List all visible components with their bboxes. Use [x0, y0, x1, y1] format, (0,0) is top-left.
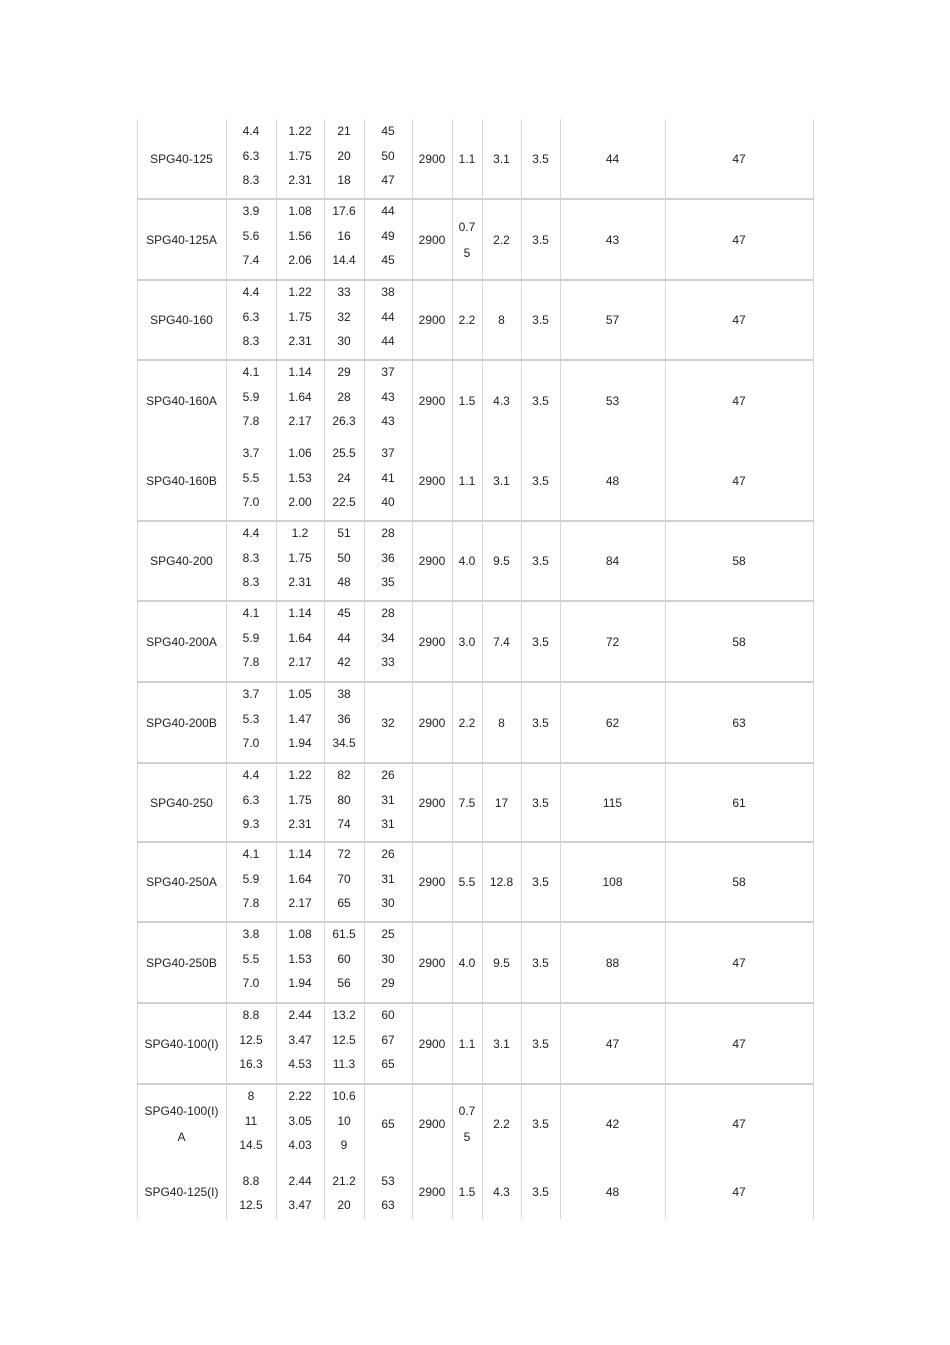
cell-head-m: 32 [337, 310, 351, 324]
cell-flow-ls: 2.06 [288, 253, 312, 267]
cell-model: SPG40-160 [150, 313, 213, 327]
cell-power: 1.1 [458, 152, 476, 166]
cell-flow-ls: 2.31 [288, 334, 312, 348]
cell-speed: 2900 [418, 554, 446, 568]
cell-flow-ls: 1.06 [288, 446, 312, 460]
cell-flow-ls: 2.22 [288, 1089, 312, 1103]
cell-head-m: 82 [337, 768, 351, 782]
cell-flow-m3h: 8.3 [242, 173, 260, 187]
cell-model: SPG40-100(I) [144, 1104, 219, 1118]
column-rule [560, 119, 561, 1219]
cell-flow-m3h: 3.9 [242, 204, 260, 218]
cell-efficiency: 44 [381, 334, 395, 348]
cell-flow-m3h: 4.4 [242, 285, 260, 299]
cell-flow-m3h: 5.9 [242, 390, 260, 404]
cell-flow-m3h: 4.4 [242, 124, 260, 138]
cell-flow-ls: 1.75 [288, 793, 312, 807]
column-rule [137, 119, 138, 1219]
cell-col-12: 47 [732, 313, 746, 327]
cell-model: SPG40-125A [146, 232, 217, 247]
cell-col-11: 88 [605, 955, 620, 970]
cell-head-m: 20 [337, 1198, 351, 1212]
cell-col-10: 3.5 [532, 474, 549, 488]
cell-flow-m3h: 4.1 [242, 606, 260, 620]
cell-efficiency: 67 [381, 1033, 395, 1047]
cell-efficiency: 45 [381, 124, 395, 138]
cell-flow-ls: 1.64 [288, 872, 312, 886]
cell-flow-m3h: 5.3 [242, 712, 260, 726]
cell-head-m: 26.3 [332, 414, 356, 428]
row-separator [137, 279, 813, 281]
column-rule [482, 119, 483, 1219]
cell-flow-ls: 2.17 [288, 414, 312, 428]
cell-flow-m3h: 4.1 [242, 847, 260, 861]
cell-flow-m3h: 16.3 [239, 1057, 263, 1071]
cell-power: 5 [463, 245, 471, 260]
cell-flow-m3h: 14.5 [239, 1138, 263, 1152]
cell-head-m: 9 [340, 1138, 348, 1152]
cell-flow-ls: 1.05 [288, 687, 312, 701]
cell-flow-ls: 2.31 [288, 817, 312, 831]
cell-efficiency: 65 [381, 1057, 395, 1071]
cell-efficiency: 26 [381, 768, 395, 782]
cell-head-m: 34.5 [332, 736, 356, 750]
cell-efficiency: 45 [381, 253, 395, 267]
cell-col-11: 115 [602, 795, 623, 810]
cell-col-10: 3.5 [532, 1117, 549, 1131]
cell-efficiency: 63 [381, 1198, 395, 1212]
cell-flow-ls: 1.53 [288, 952, 312, 966]
cell-efficiency: 43 [381, 390, 395, 404]
cell-flow-m3h: 8.8 [242, 1008, 260, 1022]
cell-flow-ls: 2.44 [288, 1008, 312, 1022]
row-separator [137, 520, 813, 522]
cell-power: 2.2 [458, 715, 476, 730]
cell-flow-m3h: 4.1 [242, 365, 260, 379]
cell-npsh: 2.2 [493, 232, 510, 247]
cell-efficiency: 36 [381, 551, 395, 565]
cell-col-11: 44 [605, 152, 620, 166]
cell-speed: 2900 [418, 393, 446, 408]
cell-flow-ls: 2.31 [288, 173, 312, 187]
cell-col-12: 58 [732, 875, 746, 889]
cell-flow-ls: 1.75 [288, 310, 312, 324]
cell-flow-m3h: 5.6 [242, 229, 260, 243]
cell-flow-ls: 2.00 [288, 495, 312, 509]
cell-flow-m3h: 6.3 [242, 793, 260, 807]
cell-flow-m3h: 12.5 [239, 1033, 263, 1047]
cell-power: 4.0 [458, 955, 476, 970]
cell-col-12: 47 [732, 152, 746, 166]
column-rule [521, 119, 522, 1219]
cell-col-10: 3.5 [532, 634, 549, 649]
cell-power: 1.1 [458, 474, 476, 488]
cell-efficiency: 28 [381, 606, 395, 620]
row-separator [137, 841, 813, 843]
cell-model: SPG40-100(I) [144, 1036, 219, 1051]
cell-efficiency: 37 [381, 365, 395, 379]
cell-npsh: 9.5 [493, 554, 510, 568]
cell-col-11: 42 [605, 1117, 620, 1131]
cell-flow-m3h: 3.7 [242, 687, 260, 701]
cell-flow-ls: 1.22 [288, 124, 312, 138]
cell-flow-m3h: 11 [244, 1114, 258, 1128]
cell-flow-ls: 1.14 [288, 606, 312, 620]
cell-head-m: 72 [337, 847, 351, 861]
cell-efficiency: 25 [381, 927, 395, 941]
column-rule [665, 119, 666, 1219]
cell-flow-ls: 1.56 [288, 229, 312, 243]
cell-head-m: 30 [337, 334, 351, 348]
cell-flow-ls: 1.94 [288, 976, 312, 990]
cell-flow-m3h: 7.0 [242, 976, 260, 990]
cell-speed: 2900 [418, 1184, 446, 1199]
cell-model: SPG40-160A [146, 393, 217, 408]
cell-flow-m3h: 8.8 [242, 1174, 260, 1188]
cell-col-11: 62 [605, 715, 620, 730]
cell-col-12: 58 [732, 634, 746, 649]
cell-col-11: 72 [605, 634, 620, 649]
cell-head-m: 80 [337, 793, 351, 807]
cell-speed: 2900 [418, 715, 446, 730]
cell-speed: 2900 [418, 795, 446, 810]
cell-head-m: 29 [337, 365, 351, 379]
cell-col-10: 3.5 [532, 232, 549, 247]
cell-col-10: 3.5 [532, 1036, 549, 1051]
cell-power: 5.5 [458, 875, 476, 889]
column-rule [412, 119, 413, 1219]
cell-head-m: 16 [337, 229, 351, 243]
cell-flow-m3h: 5.5 [242, 471, 260, 485]
cell-head-m: 33 [337, 285, 351, 299]
column-rule [226, 119, 227, 1219]
cell-head-m: 18 [337, 173, 351, 187]
cell-speed: 2900 [418, 634, 446, 649]
cell-power: 2.2 [458, 313, 476, 327]
cell-flow-m3h: 5.9 [242, 872, 260, 886]
cell-npsh: 3.1 [493, 152, 510, 166]
cell-efficiency: 28 [381, 526, 395, 540]
cell-col-12: 47 [732, 474, 746, 488]
cell-flow-m3h: 9.3 [242, 817, 260, 831]
cell-model: A [177, 1130, 186, 1144]
cell-power: 0.7 [458, 219, 476, 234]
cell-col-10: 3.5 [532, 152, 549, 166]
row-separator [137, 1083, 813, 1085]
cell-flow-m3h: 8.3 [242, 334, 260, 348]
cell-flow-m3h: 3.7 [242, 446, 260, 460]
cell-efficiency: 38 [381, 285, 395, 299]
cell-flow-m3h: 5.5 [242, 952, 260, 966]
cell-npsh: 17 [494, 795, 509, 810]
cell-efficiency: 44 [381, 310, 395, 324]
row-separator [137, 359, 813, 361]
cell-npsh: 4.3 [493, 393, 510, 408]
cell-col-10: 3.5 [532, 554, 549, 568]
cell-col-12: 47 [732, 1184, 746, 1199]
cell-efficiency: 29 [381, 976, 395, 990]
cell-col-10: 3.5 [532, 795, 549, 810]
cell-power: 7.5 [458, 795, 476, 810]
cell-flow-m3h: 12.5 [239, 1198, 263, 1212]
cell-flow-ls: 1.47 [288, 712, 312, 726]
cell-flow-ls: 2.44 [288, 1174, 312, 1188]
row-separator [137, 762, 813, 764]
cell-col-11: 57 [605, 313, 620, 327]
cell-npsh: 8 [498, 313, 505, 327]
cell-col-12: 47 [732, 232, 746, 247]
cell-flow-m3h: 3.8 [242, 927, 260, 941]
cell-flow-m3h: 7.0 [242, 495, 260, 509]
cell-speed: 2900 [418, 152, 446, 166]
cell-head-m: 22.5 [332, 495, 356, 509]
cell-efficiency: 35 [381, 575, 395, 589]
cell-model: SPG40-250 [150, 795, 213, 810]
cell-npsh: 12.8 [489, 875, 514, 889]
cell-head-m: 56 [337, 976, 351, 990]
cell-head-m: 25.5 [332, 446, 356, 460]
column-rule [452, 119, 453, 1219]
cell-efficiency: 30 [381, 896, 395, 910]
cell-flow-m3h: 6.3 [242, 149, 260, 163]
cell-col-11: 84 [605, 554, 620, 568]
cell-flow-ls: 3.05 [288, 1114, 312, 1128]
cell-col-10: 3.5 [532, 313, 549, 327]
cell-col-12: 47 [732, 1036, 746, 1051]
cell-power: 0.7 [458, 1104, 476, 1118]
row-separator [137, 921, 813, 923]
cell-power: 4.0 [458, 554, 476, 568]
cell-model: SPG40-160B [146, 474, 217, 488]
cell-efficiency: 44 [381, 204, 395, 218]
cell-head-m: 38 [337, 687, 351, 701]
cell-flow-m3h: 6.3 [242, 310, 260, 324]
cell-head-m: 70 [337, 872, 351, 886]
cell-col-12: 47 [732, 955, 746, 970]
cell-head-m: 24 [337, 471, 351, 485]
cell-speed: 2900 [418, 232, 446, 247]
cell-speed: 2900 [418, 1036, 446, 1051]
cell-head-m: 51 [337, 526, 351, 540]
cell-head-m: 61.5 [332, 927, 356, 941]
cell-speed: 2900 [418, 875, 446, 889]
cell-model: SPG40-250B [146, 955, 217, 970]
cell-efficiency: 49 [381, 229, 395, 243]
column-rule [276, 119, 277, 1219]
cell-col-12: 47 [732, 1117, 746, 1131]
cell-flow-ls: 1.75 [288, 149, 312, 163]
cell-efficiency: 37 [381, 446, 395, 460]
cell-flow-ls: 1.08 [288, 927, 312, 941]
column-rule [324, 119, 325, 1219]
cell-model: SPG40-200B [146, 715, 217, 730]
cell-efficiency: 47 [381, 173, 395, 187]
cell-flow-m3h: 8.3 [242, 551, 260, 565]
cell-flow-m3h: 8.3 [242, 575, 260, 589]
cell-flow-m3h: 7.8 [242, 896, 260, 910]
cell-efficiency: 65 [381, 1117, 395, 1131]
cell-flow-m3h: 4.4 [242, 768, 260, 782]
cell-head-m: 10 [337, 1114, 351, 1128]
cell-head-m: 12.5 [332, 1033, 356, 1047]
cell-flow-ls: 1.14 [288, 365, 312, 379]
cell-npsh: 8 [498, 715, 505, 730]
cell-speed: 2900 [418, 313, 446, 327]
row-separator [137, 600, 813, 602]
row-separator [137, 681, 813, 683]
cell-col-11: 47 [605, 1036, 620, 1051]
cell-flow-ls: 2.17 [288, 896, 312, 910]
cell-npsh: 4.3 [493, 1184, 510, 1199]
cell-flow-ls: 1.14 [288, 847, 312, 861]
cell-flow-m3h: 7.4 [242, 253, 260, 267]
cell-efficiency: 30 [381, 952, 395, 966]
cell-col-11: 53 [605, 393, 620, 408]
cell-head-m: 74 [337, 817, 351, 831]
cell-power: 5 [463, 1130, 471, 1144]
cell-efficiency: 31 [381, 872, 395, 886]
cell-flow-ls: 3.47 [288, 1198, 312, 1212]
cell-flow-ls: 1.94 [288, 736, 312, 750]
cell-head-m: 42 [337, 655, 351, 669]
cell-head-m: 17.6 [332, 204, 356, 218]
cell-efficiency: 31 [381, 817, 395, 831]
cell-flow-ls: 4.03 [288, 1138, 312, 1152]
row-separator [137, 198, 813, 200]
cell-head-m: 13.2 [332, 1008, 356, 1022]
cell-col-11: 48 [605, 474, 620, 488]
cell-efficiency: 40 [381, 495, 395, 509]
cell-head-m: 20 [337, 149, 351, 163]
cell-flow-ls: 1.64 [288, 631, 312, 645]
cell-head-m: 21 [337, 124, 351, 138]
cell-head-m: 44 [337, 631, 351, 645]
cell-head-m: 11.3 [332, 1057, 356, 1071]
cell-col-12: 61 [732, 795, 746, 810]
cell-head-m: 45 [337, 606, 351, 620]
cell-col-10: 3.5 [532, 875, 549, 889]
cell-speed: 2900 [418, 1117, 446, 1131]
cell-model: SPG40-125 [150, 152, 213, 166]
column-rule [364, 119, 365, 1219]
cell-power: 3.0 [458, 634, 476, 649]
cell-efficiency: 33 [381, 655, 395, 669]
cell-col-10: 3.5 [532, 1184, 549, 1199]
cell-flow-ls: 3.47 [288, 1033, 312, 1047]
cell-power: 1.5 [458, 393, 476, 408]
cell-flow-ls: 2.31 [288, 575, 312, 589]
cell-model: SPG40-125(I) [144, 1184, 219, 1199]
cell-flow-m3h: 7.8 [242, 414, 260, 428]
cell-flow-m3h: 5.9 [242, 631, 260, 645]
cell-flow-ls: 1.08 [288, 204, 312, 218]
cell-head-m: 65 [337, 896, 351, 910]
cell-flow-ls: 1.53 [288, 471, 312, 485]
cell-col-10: 3.5 [532, 955, 549, 970]
cell-head-m: 14.4 [332, 253, 356, 267]
cell-model: SPG40-250A [146, 875, 217, 889]
cell-col-11: 48 [605, 1184, 620, 1199]
cell-flow-ls: 2.17 [288, 655, 312, 669]
cell-flow-m3h: 7.8 [242, 655, 260, 669]
cell-flow-ls: 1.22 [288, 285, 312, 299]
cell-efficiency: 41 [381, 471, 395, 485]
cell-flow-m3h: 4.4 [242, 526, 260, 540]
cell-flow-ls: 1.2 [291, 526, 309, 540]
cell-head-m: 21.2 [332, 1174, 356, 1188]
cell-efficiency: 60 [381, 1008, 395, 1022]
cell-flow-ls: 1.75 [288, 551, 312, 565]
cell-head-m: 50 [337, 551, 351, 565]
column-rule [813, 119, 814, 1219]
cell-flow-ls: 1.64 [288, 390, 312, 404]
cell-efficiency: 53 [381, 1174, 395, 1188]
cell-head-m: 36 [337, 712, 351, 726]
cell-npsh: 2.2 [493, 1117, 510, 1131]
cell-flow-ls: 4.53 [288, 1057, 312, 1071]
cell-head-m: 28 [337, 390, 351, 404]
cell-col-12: 58 [732, 554, 746, 568]
cell-head-m: 10.6 [332, 1089, 356, 1103]
cell-npsh: 3.1 [493, 1036, 510, 1051]
cell-flow-m3h: 7.0 [242, 736, 260, 750]
cell-col-10: 3.5 [532, 393, 549, 408]
cell-power: 1.1 [458, 1036, 476, 1051]
cell-col-10: 3.5 [532, 715, 549, 730]
cell-efficiency: 43 [381, 414, 395, 428]
cell-head-m: 60 [337, 952, 351, 966]
cell-col-12: 63 [732, 715, 746, 730]
cell-col-12: 47 [732, 393, 746, 408]
cell-efficiency: 50 [381, 149, 395, 163]
cell-efficiency: 26 [381, 847, 395, 861]
cell-efficiency: 31 [381, 793, 395, 807]
cell-efficiency: 34 [381, 631, 395, 645]
cell-npsh: 7.4 [493, 634, 510, 649]
cell-col-11: 108 [602, 875, 623, 889]
cell-model: SPG40-200 [150, 554, 213, 568]
cell-speed: 2900 [418, 955, 446, 970]
cell-flow-ls: 1.22 [288, 768, 312, 782]
cell-speed: 2900 [418, 474, 446, 488]
cell-npsh: 9.5 [493, 955, 510, 970]
cell-npsh: 3.1 [493, 474, 510, 488]
cell-model: SPG40-200A [146, 634, 217, 649]
cell-head-m: 48 [337, 575, 351, 589]
cell-power: 1.5 [458, 1184, 476, 1199]
cell-flow-m3h: 8 [247, 1089, 255, 1103]
cell-efficiency: 32 [381, 715, 395, 730]
row-separator [137, 1002, 813, 1004]
cell-col-11: 43 [605, 232, 620, 247]
